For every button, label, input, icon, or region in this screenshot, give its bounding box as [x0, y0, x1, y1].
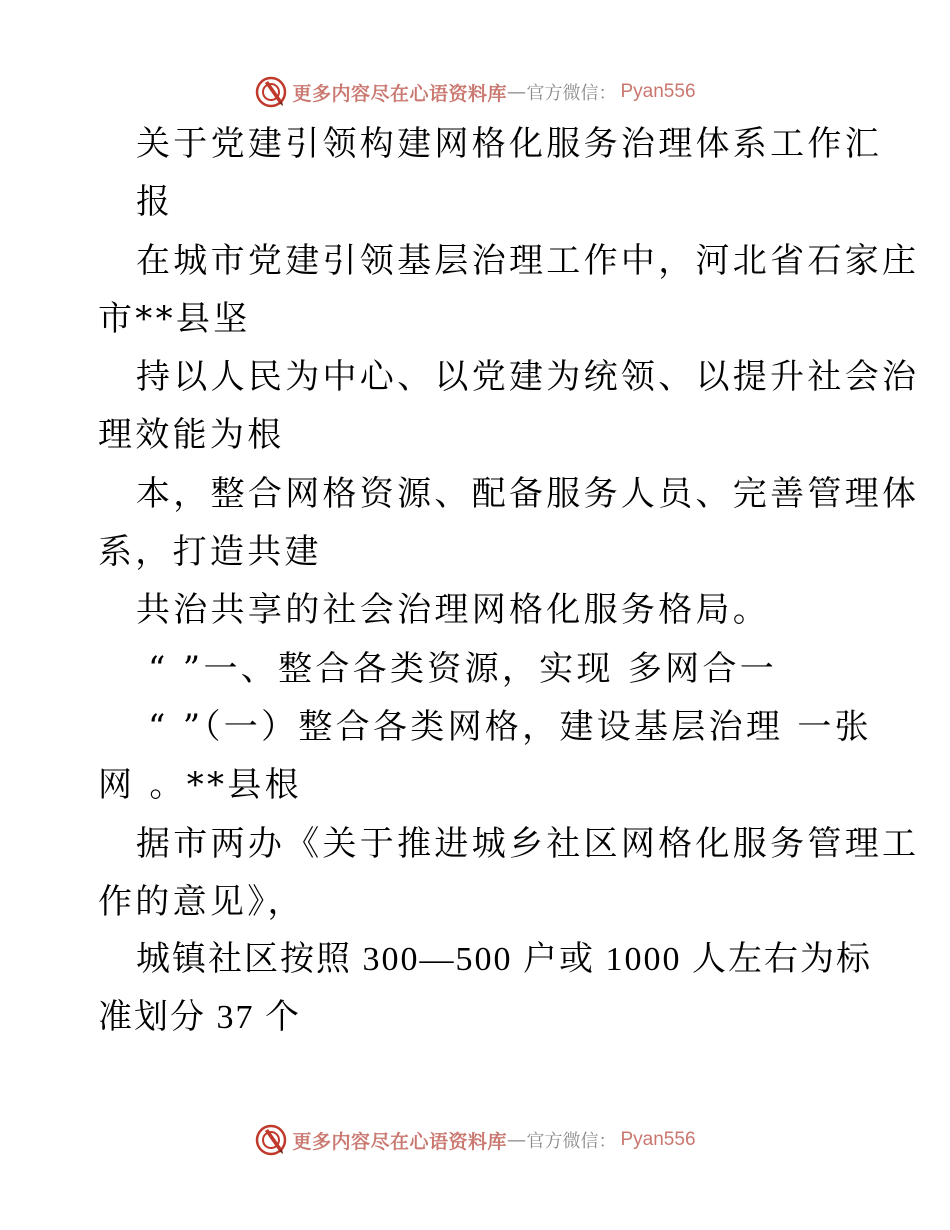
paragraph-line: 在城市党建引领基层治理工作中，河北省石家庄 [136, 240, 920, 281]
watermark-header [0, 72, 950, 112]
paragraph-line: 网 。**县根 [98, 765, 302, 806]
paragraph-line: 系，打造共建 [98, 532, 322, 573]
watermark-dash: — [507, 1129, 527, 1151]
paragraph-line: 作的意见》， [98, 881, 305, 922]
paragraph-line: 据市两办《关于推进城乡社区网格化服务管理工 [136, 823, 920, 864]
paragraph-line: 理效能为根 [98, 415, 285, 456]
watermark-main-text: 更多内容尽在心语资料库 [292, 82, 507, 105]
paragraph-line: 共治共享的社会治理网格化服务格局。 [136, 590, 771, 631]
doc-title-line-2: 报 [136, 182, 174, 223]
paragraph-line: 市**县坚 [98, 298, 251, 339]
watermark-dash: — [507, 81, 527, 103]
watermark-wechat-id: Pyan556 [620, 81, 696, 102]
subsection-heading: “ ”（一）整合各类网格，建设基层治理 一张 [148, 706, 872, 747]
watermark-label: 官方微信： [526, 83, 617, 104]
watermark-footer [0, 1120, 950, 1160]
watermark-main-text: 更多内容尽在心语资料库 [292, 1130, 507, 1153]
document-body [98, 115, 920, 1048]
pen-logo-icon [254, 75, 288, 109]
watermark-wechat-id: Pyan556 [620, 1129, 696, 1150]
paragraph-line: 城镇社区按照 300—500 户或 1000 人左右为标 [136, 941, 872, 979]
paragraph-line: 准划分 37 个 [98, 999, 301, 1037]
section-heading: “ ”一、整合各类资源，实现 多网合一 [148, 648, 778, 689]
paragraph-line: 持以人民为中心、以党建为统领、以提升社会治 [136, 357, 920, 398]
watermark-label: 官方微信： [526, 1131, 617, 1152]
pen-logo-icon [254, 1123, 288, 1157]
doc-title-line-1: 关于党建引领构建网格化服务治理体系工作汇 [136, 124, 882, 164]
paragraph-line: 本，整合网格资源、配备服务人员、完善管理体 [136, 473, 920, 514]
